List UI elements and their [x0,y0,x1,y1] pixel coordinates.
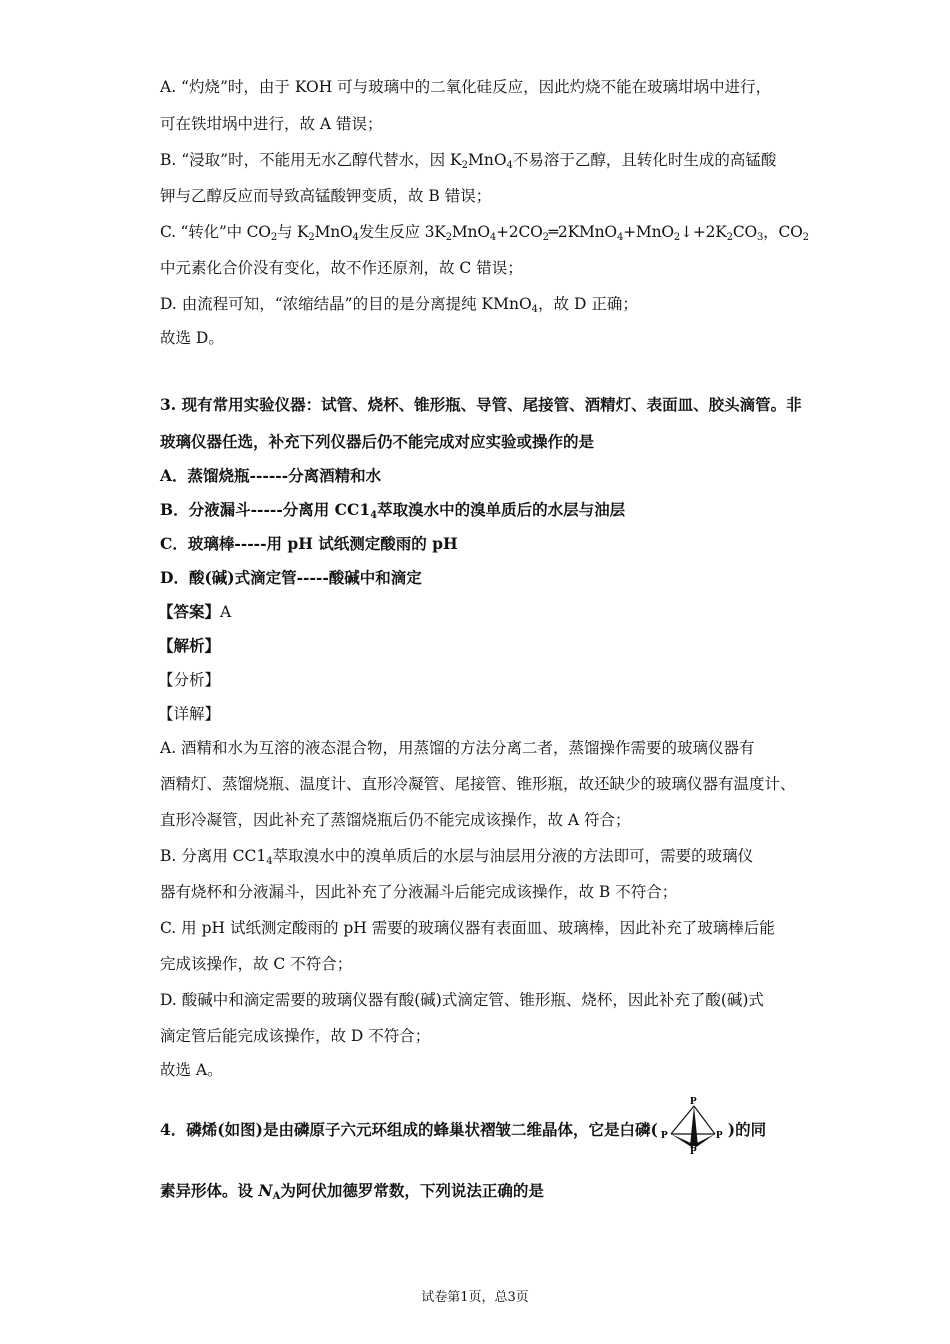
q2-analysis-a-line2: 可在铁坩埚中进行，故 A 错误； [160,115,383,133]
subscript: 2 [270,232,277,243]
page-footer: 试卷第1页，总3页 [421,1290,529,1305]
text-fragment: MnO [314,223,353,241]
text-fragment: MnO [467,151,507,169]
q3-analysis-c-line1: C. 用 pH 试纸测定酸雨的 pH 需要的玻璃仪器有表面皿、玻璃棒，因此补充了玻璃棒后能 [160,919,775,937]
text-fragment: ，故 D 正确； [538,295,638,313]
text-fragment: 萃取溴水中的溴单质后的水层与油层用分液的方法即可，需要的玻璃仪 [272,847,754,865]
q3-option-d: D．酸(碱)式滴定管-----酸碱中和滴定 [160,568,422,587]
text-fragment: C. “转化”中 CO [160,223,271,241]
q2-analysis-a-line1: A. “灼烧”时，由于 KOH 可与玻璃中的二氧化硅反应，因此灼烧不能在玻璃坩埚中进行， [160,78,772,96]
subscript: 2 [673,232,681,243]
text-fragment: MnO [451,223,490,241]
p-atom-top: P [689,1096,697,1107]
q3-fenxi-label: 【分析】 [158,671,221,689]
subscript: 4 [489,232,496,243]
p-atom-left: P [660,1129,668,1141]
text-fragment: 与 K [276,223,309,241]
subscript: 2 [308,232,315,243]
subscript: 3 [757,232,764,243]
q3-analysis-d-line2: 滴定管后能完成该操作，故 D 不符合； [160,1027,431,1045]
q3-stem-line2: 玻璃仪器任选，补充下列仪器后仍不能完成对应实验或操作的是 [160,432,595,451]
text-fragment: )的同 [727,1120,767,1139]
q2-analysis-c-line2: 中元素化合价没有变化，故不作还原剂，故 C 错误； [160,259,523,277]
wedge-bond [695,1134,715,1148]
text-fragment: ，CO [763,223,803,241]
text-fragment: ↓+2K [680,223,727,241]
q3-analysis-b-line2: 器有烧杯和分液漏斗，因此补充了分液漏斗后能完成该操作，故 B 不符合； [160,883,678,901]
subscript: 2 [726,232,733,243]
q3-option-a: A．蒸馏烧瓶------分离酒精和水 [160,466,382,485]
q3-analysis-a-line1: A. 酒精和水为互溶的液态混合物，用蒸馏的方法分离二者，蒸馏操作需要的玻璃仪器有 [160,739,755,757]
subscript: 4 [531,304,539,315]
subscript: A [272,1191,281,1202]
q3-analysis-d-line1: D. 酸碱中和滴定需要的玻璃仪器有酸(碱)式滴定管、锥形瓶、烧杯，因此补充了酸(碱)式 [160,991,764,1009]
avogadro-symbol: N [258,1181,273,1200]
wedge-bond [690,1106,698,1146]
subscript: 4 [266,856,273,867]
text-fragment: +MnO [623,223,674,241]
q3-analysis-c-line2: 完成该操作，故 C 不符合； [160,955,353,973]
q3-jiexi-label: 【解析】 [158,636,221,655]
q2-analysis-b-line2: 钾与乙醇反应而导致高锰酸钾变质，故 B 错误； [160,187,492,205]
q2-analysis-c-line1 [160,221,809,243]
subscript: 4 [370,510,378,521]
q3-answer [158,601,798,623]
answer-value: A [220,603,232,621]
text-fragment: 不易溶于乙醇，且转化时生成的高锰酸 [512,151,777,169]
p-atom-bottom: P [689,1145,697,1154]
white-phosphorus-structure [659,1096,727,1154]
text-fragment: B. “浸取”时，不能用无水乙醇代替水，因 K [160,151,462,169]
q3-option-b [160,499,800,521]
p-atom-right: P [715,1129,723,1141]
text-fragment: B．分液漏斗-----分离用 CC1 [160,500,371,519]
subscript: 2 [802,232,809,243]
subscript: 2 [542,232,549,243]
q3-stem-line1: 3. 现有常用实验仪器：试管、烧杯、锥形瓶、导管、尾接管、酒精灯、表面皿、胶头滴管。非 [160,395,802,414]
q2-analysis-d-line1 [160,293,800,315]
text-fragment: D. 由流程可知，“浓缩结晶”的目的是分离提纯 KMnO [160,295,532,313]
text-fragment: CO [732,223,757,241]
text-fragment: +2CO [496,223,543,241]
q2-analysis-b-line1 [160,149,800,171]
q3-choose-answer: 故选 A。 [160,1061,223,1079]
subscript: 2 [445,232,452,243]
subscript: 4 [506,160,513,171]
q3-xiangjie-label: 【详解】 [158,705,221,723]
bond-line [671,1106,694,1134]
answer-label: 【答案】 [158,602,221,621]
q2-choose-answer: 故选 D。 [160,329,224,347]
text-fragment: 4．磷烯(如图)是由磷原子六元环组成的蜂巢状褶皱二维晶体，它是白磷( [160,1120,658,1139]
q3-analysis-a-line3: 直形冷凝管，因此补充了蒸馏烧瓶后仍不能完成该操作，故 A 符合； [160,811,631,829]
q3-analysis-b-line1 [160,845,800,867]
text-fragment: 萃取溴水中的溴单质后的水层与油层 [377,500,626,519]
text-fragment: 为阿伏加德罗常数，下列说法正确的是 [280,1181,544,1200]
q4-stem-line2 [160,1180,800,1202]
text-fragment: B. 分离用 CC1 [160,847,267,865]
q3-option-c: C．玻璃棒-----用 pH 试纸测定酸雨的 pH [160,534,458,553]
q4-stem-line1 [160,1096,800,1154]
q3-analysis-a-line2: 酒精灯、蒸馏烧瓶、温度计、直形冷凝管、尾接管、锥形瓶，故还缺少的玻璃仪器有温度计、 [160,775,796,793]
text-fragment: 发生反应 3K [358,223,446,241]
subscript: 4 [616,232,624,243]
text-fragment: ═2KMnO [548,223,617,241]
text-fragment: 素异形体。设 [160,1181,259,1200]
bond-line [694,1106,715,1134]
subscript: 4 [352,232,359,243]
subscript: 2 [461,160,468,171]
